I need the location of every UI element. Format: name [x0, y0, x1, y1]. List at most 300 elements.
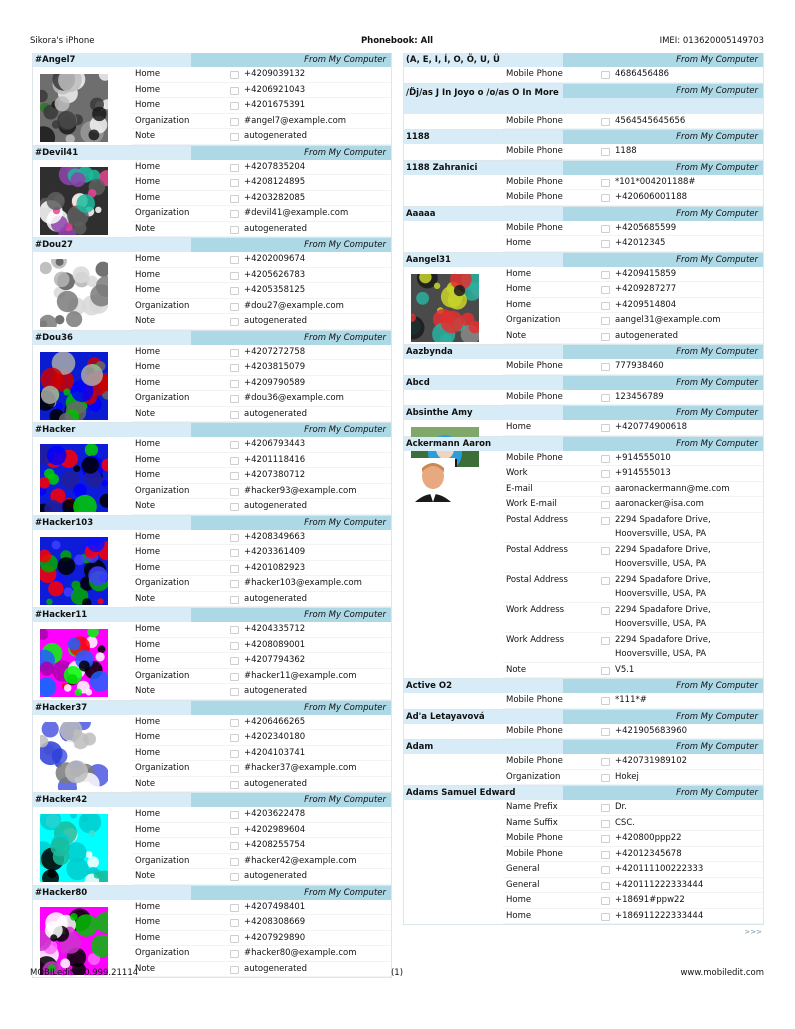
field-type-icon: [230, 580, 239, 588]
contact-header: [33, 238, 391, 252]
page-footer: [30, 968, 764, 980]
field-value: +4203815079: [244, 362, 306, 372]
field-value: +4204335712: [244, 624, 306, 634]
field-row: [503, 573, 763, 603]
field-row: [132, 83, 391, 99]
field-type-icon: [601, 774, 610, 782]
field-label: Work: [506, 468, 528, 478]
contact-card[interactable]: [403, 345, 764, 376]
contact-header: [404, 786, 763, 800]
contact-card[interactable]: [403, 84, 764, 131]
contact-header: [404, 161, 763, 175]
contact-name: #Dou36: [35, 332, 73, 343]
field-row: [503, 267, 763, 283]
contact-card[interactable]: [403, 679, 764, 710]
field-label: Note: [135, 501, 156, 511]
field-value: autogenerated: [244, 963, 308, 974]
contact-name: Aaaaa: [406, 208, 436, 219]
contact-card[interactable]: [32, 886, 392, 979]
field-value: +18691#ppw22: [615, 895, 685, 905]
field-value: +4207929890: [244, 932, 306, 943]
contact-card[interactable]: [32, 238, 392, 331]
field-label: Home: [135, 161, 161, 172]
field-row: [503, 543, 763, 573]
contact-card[interactable]: [32, 516, 392, 609]
field-row: [503, 847, 763, 863]
field-row: [132, 114, 391, 130]
field-label: Home: [135, 716, 161, 727]
contact-fields: [503, 693, 763, 709]
field-row: [132, 777, 391, 793]
field-value: +4205626783: [244, 269, 306, 280]
field-value: +4209415859: [615, 268, 677, 279]
field-value: #hacker93@example.com: [244, 485, 357, 496]
field-type-icon: [230, 395, 239, 403]
field-type-icon: [230, 503, 239, 511]
contact-header: [33, 516, 391, 530]
contact-photo: [411, 274, 479, 342]
field-value: +4206793443: [244, 439, 306, 449]
contact-source: From My Computer: [563, 786, 763, 800]
page-title: Phonebook: All: [360, 36, 434, 46]
field-row: [132, 283, 391, 299]
field-value: #hacker80@example.com: [244, 948, 357, 958]
field-label: Home: [135, 84, 161, 95]
field-label: Work Address: [506, 604, 565, 615]
contact-header: [404, 406, 763, 420]
field-value: autogenerated: [244, 501, 308, 511]
field-value: +420111222333444: [615, 879, 704, 890]
field-type-icon: [230, 349, 239, 357]
field-label: Home: [135, 254, 161, 264]
contact-header: [404, 207, 763, 221]
field-row: [503, 693, 763, 709]
contact-photo: [411, 458, 455, 502]
contact-name: Aangel31: [406, 254, 451, 265]
field-label: Home: [506, 268, 532, 279]
contact-source: From My Computer: [191, 701, 391, 715]
field-value: CSC.: [615, 817, 635, 828]
field-row: [132, 252, 391, 268]
field-type-icon: [601, 394, 610, 402]
field-row: [132, 268, 391, 284]
contact-body: [33, 530, 391, 608]
field-type-icon: [601, 470, 610, 478]
field-type-icon: [230, 642, 239, 650]
contact-source: From My Computer: [563, 679, 763, 693]
field-value: autogenerated: [244, 316, 308, 326]
field-value: #hacker37@example.com: [244, 763, 357, 773]
field-row: [132, 746, 391, 762]
field-row: [132, 915, 391, 931]
contact-card[interactable]: [403, 406, 764, 437]
contact-card[interactable]: [403, 710, 764, 741]
field-label: Organization: [135, 763, 190, 773]
field-label: Home: [135, 531, 161, 542]
contact-source: From My Computer: [563, 84, 763, 98]
field-label: Note: [135, 593, 156, 604]
contact-card[interactable]: [403, 161, 764, 207]
field-row: [132, 715, 391, 731]
contact-photo: [40, 74, 108, 142]
field-label: Home: [135, 362, 161, 372]
field-row: [132, 761, 391, 777]
field-label: Home: [135, 439, 161, 449]
contact-body: [404, 754, 763, 785]
field-value: 123456789: [615, 391, 664, 402]
contact-card[interactable]: [403, 437, 764, 680]
field-type-icon: [601, 547, 610, 555]
contact-body: [33, 900, 391, 978]
field-value: +42012345678: [615, 848, 682, 859]
field-type-icon: [230, 226, 239, 234]
field-row: [132, 592, 391, 608]
field-label: Mobile Phone: [506, 115, 563, 126]
field-value: +4201082923: [244, 562, 306, 573]
field-label: Home: [135, 747, 161, 758]
contact-source: From My Computer: [191, 53, 391, 67]
field-type-icon: [230, 272, 239, 280]
field-type-icon: [230, 565, 239, 573]
contact-card[interactable]: [403, 53, 764, 84]
contact-fields: [503, 724, 763, 740]
field-label: Note: [135, 963, 156, 974]
field-type-icon: [230, 549, 239, 557]
contact-header: [33, 146, 391, 160]
field-value: #dou36@example.com: [244, 393, 344, 403]
contact-header: [33, 793, 391, 807]
field-type-icon: [230, 827, 239, 835]
contact-header: [404, 710, 763, 724]
app-version: MOBILedit 9.0.999.21114: [30, 968, 139, 978]
field-value: +420606001188: [615, 192, 688, 202]
contact-source: From My Computer: [191, 516, 391, 530]
field-value: +4201675391: [244, 100, 306, 110]
field-value: +420731989102: [615, 756, 688, 766]
field-row: [132, 484, 391, 500]
contact-photo: [40, 907, 108, 975]
contact-fields: [132, 252, 391, 330]
field-type-icon: [601, 835, 610, 843]
contact-photo: [40, 352, 108, 420]
field-label: Organization: [135, 948, 190, 958]
field-value: aaronacker@isa.com: [615, 499, 704, 509]
field-row: [132, 129, 391, 145]
field-label: Mobile Phone: [506, 452, 563, 463]
field-label: Postal Address: [506, 514, 568, 525]
field-type-icon: [601, 271, 610, 279]
field-value: #angel7@example.com: [244, 115, 347, 126]
field-row: [503, 831, 763, 847]
field-value: +42012345: [615, 238, 666, 248]
field-row: [503, 144, 763, 160]
field-value: 2294 Spadafore Drive, Hooversville, USA, PA: [615, 574, 711, 599]
field-value: +4207498401: [244, 901, 306, 912]
field-label: Home: [135, 192, 161, 203]
field-row: [132, 206, 391, 222]
contact-body: [404, 724, 763, 740]
field-label: Mobile Phone: [506, 176, 563, 187]
contact-name: Ackermann Aaron: [406, 438, 492, 449]
field-type-icon: [601, 851, 610, 859]
field-row: [132, 360, 391, 376]
field-type-icon: [601, 194, 610, 202]
field-value: +420111100222333: [615, 864, 704, 874]
field-type-icon: [230, 411, 239, 419]
contact-fields: [503, 175, 763, 206]
page-header: [30, 36, 764, 48]
contact-card[interactable]: [32, 423, 392, 516]
field-type-icon: [601, 820, 610, 828]
left-column: [32, 53, 392, 978]
field-row: [503, 466, 763, 482]
field-type-icon: [230, 657, 239, 665]
field-row: [132, 638, 391, 654]
contact-card[interactable]: [32, 701, 392, 794]
field-value: autogenerated: [244, 408, 308, 419]
field-label: Mobile Phone: [506, 848, 563, 859]
field-value: 2294 Spadafore Drive, Hooversville, USA, PA: [615, 604, 711, 629]
contact-name: (A, E, I, Í, O, Ö, U, Ü: [406, 55, 500, 65]
field-type-icon: [230, 87, 239, 95]
contact-header: [404, 84, 763, 114]
field-label: Home: [135, 269, 161, 280]
contact-source: From My Computer: [563, 376, 763, 390]
contact-body: [404, 67, 763, 83]
field-value: #dou27@example.com: [244, 300, 344, 311]
field-label: General: [506, 879, 540, 890]
contact-source: From My Computer: [191, 793, 391, 807]
field-type-icon: [230, 919, 239, 927]
field-label: Note: [506, 330, 527, 341]
field-label: Home: [506, 284, 532, 294]
contact-name: #Hacker: [35, 425, 76, 435]
contact-source: From My Computer: [563, 740, 763, 754]
field-type-icon: [601, 728, 610, 736]
field-label: Mobile Phone: [506, 833, 563, 843]
field-value: +4203282085: [244, 192, 306, 203]
contact-source: From My Computer: [191, 331, 391, 345]
field-row: [503, 420, 763, 436]
field-label: Home: [135, 547, 161, 557]
field-label: Home: [135, 454, 161, 465]
field-value: +4203361409: [244, 547, 306, 557]
field-row: [503, 878, 763, 894]
field-label: Organization: [506, 771, 561, 782]
contact-fields: [132, 437, 391, 515]
contact-fields: [132, 622, 391, 700]
contact-source: From My Computer: [563, 161, 763, 175]
contact-card[interactable]: [32, 793, 392, 886]
field-type-icon: [230, 287, 239, 295]
field-type-icon: [230, 380, 239, 388]
website: www.mobiledit.com: [680, 968, 764, 978]
field-label: Home: [135, 285, 161, 295]
contact-card[interactable]: [32, 331, 392, 424]
field-row: [503, 359, 763, 375]
field-value: +4206466265: [244, 716, 306, 727]
field-label: Organization: [135, 115, 190, 126]
field-row: [503, 175, 763, 191]
field-value: +4202009674: [244, 254, 306, 264]
field-value: +4207794362: [244, 655, 306, 665]
field-value: 2294 Spadafore Drive, Hooversville, USA, PA: [615, 634, 711, 659]
field-type-icon: [601, 455, 610, 463]
field-value: 1188: [615, 146, 637, 156]
field-label: Home: [135, 901, 161, 912]
contact-fields: [503, 800, 763, 924]
contact-name: #Hacker103: [35, 517, 94, 528]
contact-card[interactable]: [403, 253, 764, 346]
field-label: Note: [135, 131, 156, 141]
contact-card[interactable]: [32, 608, 392, 701]
field-value: autogenerated: [244, 131, 308, 141]
field-row: [503, 497, 763, 513]
contact-fields: [132, 807, 391, 885]
field-label: Home: [135, 69, 161, 79]
field-type-icon: [230, 303, 239, 311]
field-label: Organization: [135, 578, 190, 588]
contact-name: #Hacker80: [35, 887, 88, 898]
contact-source: From My Computer: [191, 886, 391, 900]
contact-fields: [503, 144, 763, 160]
field-value: +4207272758: [244, 346, 306, 357]
contact-body: [404, 144, 763, 160]
field-label: Mobile Phone: [506, 222, 563, 233]
contact-body: [404, 359, 763, 375]
contact-photo: [40, 629, 108, 697]
contact-fields: [503, 451, 763, 679]
field-row: [132, 175, 391, 191]
contact-card[interactable]: [403, 207, 764, 253]
field-row: [132, 468, 391, 484]
contact-body: [33, 622, 391, 700]
contact-source: From My Computer: [563, 207, 763, 221]
contact-body: [33, 160, 391, 238]
contact-header: [404, 345, 763, 359]
field-value: autogenerated: [244, 686, 308, 696]
contact-source: From My Computer: [563, 710, 763, 724]
field-type-icon: [601, 317, 610, 325]
contact-card[interactable]: [403, 786, 764, 925]
field-label: Note: [135, 223, 156, 234]
field-value: autogenerated: [615, 330, 679, 341]
contact-header: [33, 608, 391, 622]
field-label: Work Address: [506, 634, 565, 645]
field-type-icon: [230, 950, 239, 958]
field-row: [132, 67, 391, 83]
field-label: Organization: [135, 208, 190, 218]
contact-card[interactable]: [403, 376, 764, 407]
field-value: 777938460: [615, 361, 664, 371]
field-row: [132, 407, 391, 423]
field-label: Note: [135, 871, 156, 881]
field-type-icon: [230, 781, 239, 789]
contact-source: From My Computer: [563, 53, 763, 67]
field-type-icon: [230, 935, 239, 943]
field-row: [132, 900, 391, 916]
field-row: [503, 754, 763, 770]
field-row: [503, 190, 763, 206]
field-type-icon: [230, 904, 239, 912]
field-type-icon: [230, 118, 239, 126]
field-row: [503, 221, 763, 237]
field-row: [503, 816, 763, 832]
contact-fields: [503, 267, 763, 345]
field-value: +4203622478: [244, 809, 306, 819]
field-value: *101*004201188#: [615, 176, 696, 187]
field-type-icon: [601, 501, 610, 509]
contact-fields: [503, 390, 763, 406]
field-type-icon: [601, 148, 610, 156]
field-row: [503, 893, 763, 909]
contact-body: [404, 420, 763, 436]
field-type-icon: [601, 486, 610, 494]
contact-body: [33, 715, 391, 793]
contact-fields: [132, 67, 391, 145]
field-row: [132, 191, 391, 207]
field-type-icon: [601, 363, 610, 371]
field-value: 2294 Spadafore Drive, Hooversville, USA, PA: [615, 514, 711, 539]
field-type-icon: [230, 457, 239, 465]
field-label: Home: [135, 346, 161, 357]
field-row: [503, 513, 763, 543]
field-value: #hacker11@example.com: [244, 670, 357, 681]
field-value: 2294 Spadafore Drive, Hooversville, USA, PA: [615, 544, 711, 569]
contact-card[interactable]: [403, 740, 764, 786]
field-row: [503, 482, 763, 498]
contact-header: [404, 679, 763, 693]
field-label: Home: [506, 299, 532, 310]
field-label: Note: [135, 316, 156, 326]
contact-card[interactable]: [32, 53, 392, 146]
contact-photo: [40, 444, 108, 512]
field-value: +4208255754: [244, 840, 306, 850]
field-label: Mobile Phone: [506, 146, 563, 156]
contact-body: [404, 221, 763, 252]
field-type-icon: [230, 719, 239, 727]
field-value: +4202989604: [244, 824, 306, 835]
field-label: Note: [135, 408, 156, 419]
field-row: [132, 98, 391, 114]
field-row: [503, 724, 763, 740]
field-value: #devil41@example.com: [244, 208, 349, 218]
field-value: +4202340180: [244, 732, 306, 742]
field-type-icon: [230, 534, 239, 542]
field-row: [132, 576, 391, 592]
field-label: Postal Address: [506, 574, 568, 585]
field-type-icon: [230, 133, 239, 141]
field-label: Home: [135, 932, 161, 943]
contact-name: /D̈j/as J In Joyo o /o/as O In More: [406, 87, 559, 98]
field-row: [503, 282, 763, 298]
field-type-icon: [601, 607, 610, 615]
field-label: Mobile Phone: [506, 391, 563, 402]
contact-fields: [503, 114, 763, 130]
field-type-icon: [230, 364, 239, 372]
field-value: +914555013: [615, 468, 671, 478]
field-type-icon: [230, 765, 239, 773]
contact-name: Active O2: [406, 681, 452, 691]
contact-card[interactable]: [32, 146, 392, 239]
field-row: [132, 854, 391, 870]
contact-body: [33, 437, 391, 515]
contact-name: #Dou27: [35, 240, 73, 250]
field-row: [132, 437, 391, 453]
contact-card[interactable]: [403, 130, 764, 161]
field-type-icon: [601, 302, 610, 310]
field-type-icon: [230, 596, 239, 604]
